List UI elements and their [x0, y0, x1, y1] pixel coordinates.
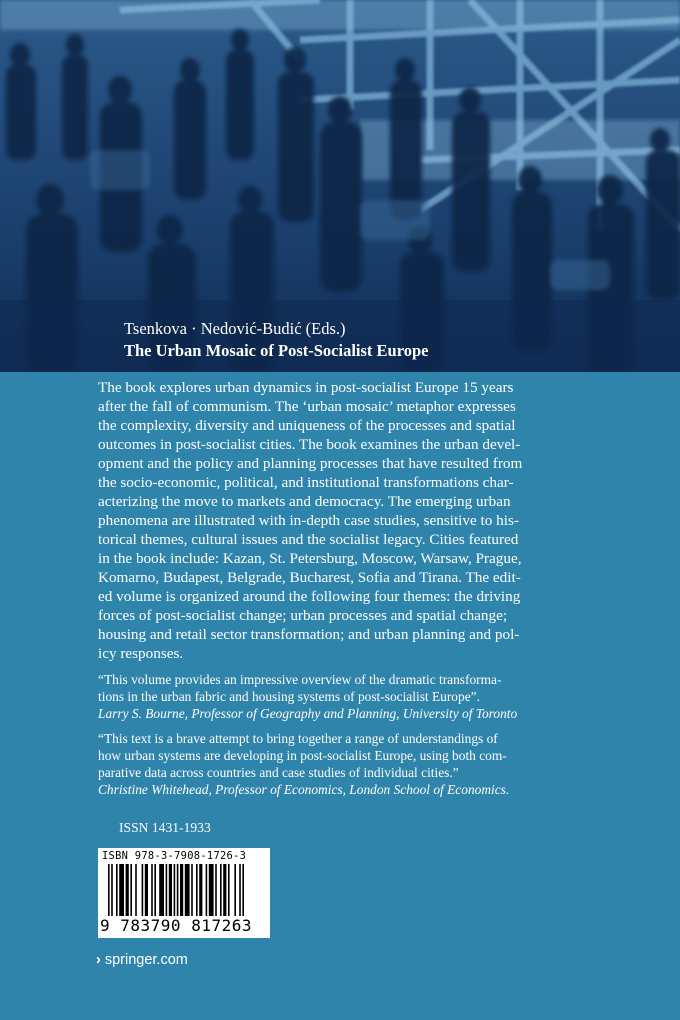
- quote-line: “This volume provides an impressive overview of the dramatic transforma-: [98, 672, 502, 687]
- description-line: the complexity, diversity and uniqueness of the processes and spatial: [98, 417, 516, 434]
- description-line: in the book include: Kazan, St. Petersburg, Moscow, Warsaw, Prague,: [98, 550, 522, 567]
- book-description: [98, 378, 618, 663]
- quote-line: how urban systems are developing in post-socialist Europe, using both com-: [98, 748, 507, 763]
- description-line: opment and the policy and planning processes that have resulted from: [98, 455, 523, 472]
- book-title: The Urban Mosaic of Post-Socialist Europe: [124, 341, 429, 360]
- crowd-photo-illustration: [0, 0, 680, 372]
- description-line: after the fall of communism. The ‘urban mosaic’ metaphor expresses: [98, 398, 516, 415]
- publisher-link[interactable]: [96, 952, 188, 968]
- description-line: icy responses.: [98, 645, 184, 662]
- cover-header: [124, 318, 664, 362]
- description-line: outcomes in post-socialist cities. The book examines the urban devel-: [98, 436, 521, 453]
- quote-line: parative data across countries and case studies of individual cities.”: [98, 765, 459, 780]
- issn-number: ISSN 1431-1933: [119, 820, 211, 835]
- quote-line: “This text is a brave attempt to bring together a range of understandings of: [98, 731, 498, 746]
- publisher-url: springer.com: [104, 952, 188, 968]
- quote-attribution: Christine Whitehead, Professor of Economics, London School of Economics.: [98, 782, 510, 797]
- description-line: phenomena are illustrated with in-depth case studies, sensitive to his-: [98, 512, 519, 529]
- description-line: the socio-economic, political, and institutional transformations char-: [98, 474, 514, 491]
- ean-digits: 9 783790 817263: [100, 916, 252, 935]
- quote-attribution: Larry S. Bourne, Professor of Geography and Planning, University of Toronto: [98, 706, 518, 721]
- isbn-label: ISBN 978-3-7908-1726-3: [102, 850, 247, 862]
- review-quote: [98, 671, 618, 722]
- description-line: ed volume is organized around the following four themes: the driving: [98, 588, 521, 605]
- description-line: Komarno, Budapest, Belgrade, Bucharest, Sofia and Tirana. The edit-: [98, 569, 521, 586]
- description-line: torical themes, cultural issues and the socialist legacy. Cities featured: [98, 531, 519, 548]
- book-authors: Tsenkova · Nedović-Budić (Eds.): [124, 319, 346, 338]
- quote-line: tions in the urban fabric and housing systems of post-socialist Europe”.: [98, 689, 480, 704]
- description-line: The book explores urban dynamics in post-socialist Europe 15 years: [98, 379, 514, 396]
- description-line: acterizing the move to markets and democracy. The emerging urban: [98, 493, 511, 510]
- description-line: housing and retail sector transformation; and urban planning and pol-: [98, 626, 520, 643]
- cover-photo: [0, 0, 680, 372]
- review-quote: [98, 730, 618, 798]
- barcode-bars: [108, 864, 260, 916]
- chevron-right-icon: ›: [96, 952, 101, 968]
- description-line: forces of post-socialist change; urban processes and spatial change;: [98, 607, 508, 624]
- back-cover-text: [98, 378, 618, 798]
- isbn-barcode: [98, 848, 270, 938]
